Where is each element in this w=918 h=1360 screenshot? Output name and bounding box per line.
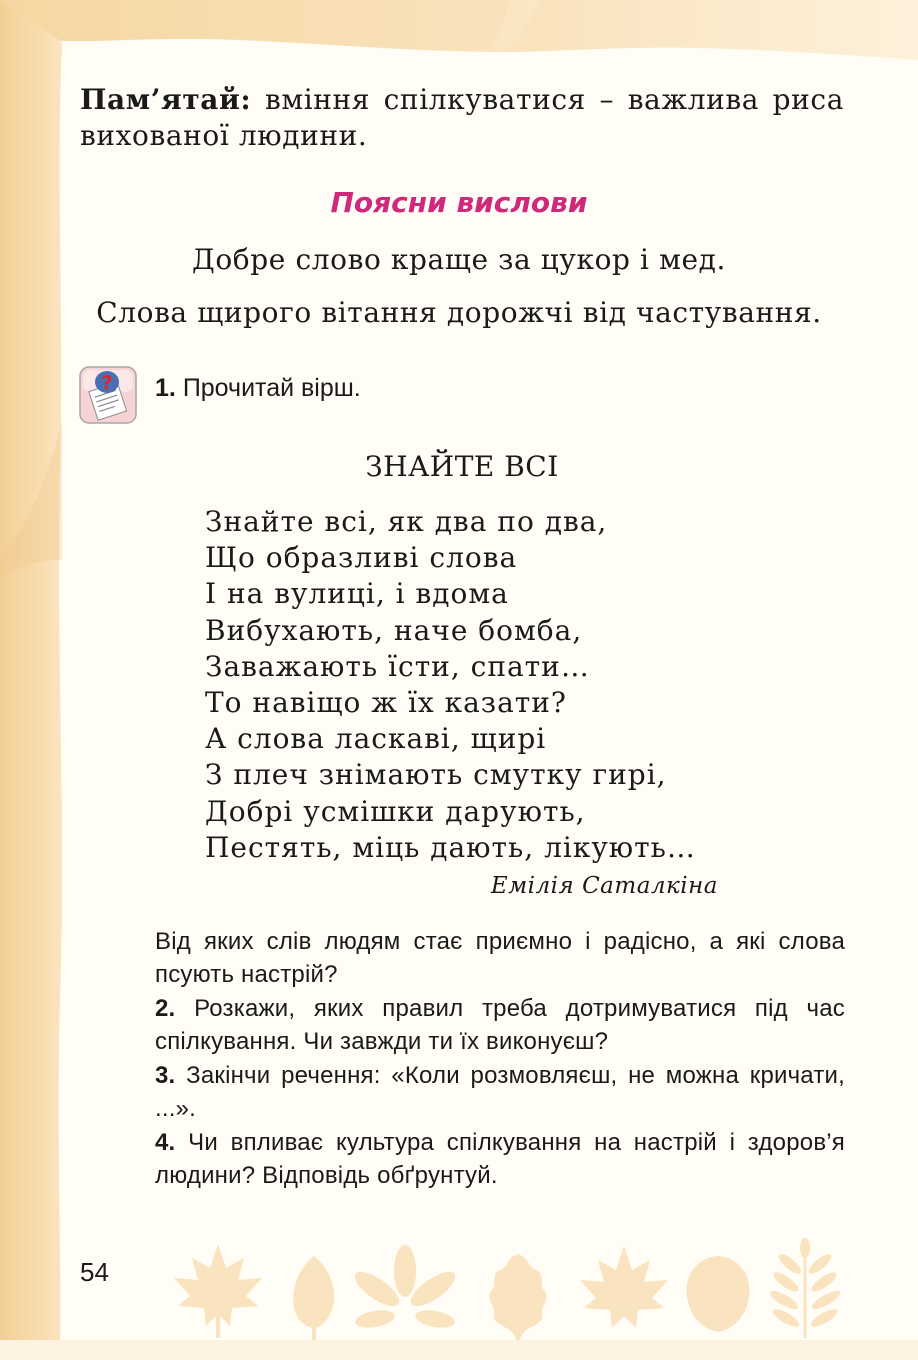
poem-title: ЗНАЙТЕ ВСІ <box>365 450 559 483</box>
rowan-leaf-icon <box>760 1238 850 1343</box>
poem-line: А слова ласкаві, щирі <box>205 722 547 756</box>
memo-label: Пам’ятай: <box>80 83 252 116</box>
poem-line: Вибухають, наче бомба, <box>205 613 583 647</box>
task-1-text: Прочитай вірш. <box>182 374 361 402</box>
task-3 <box>155 1059 845 1125</box>
linden-leaf-icon <box>678 1250 758 1340</box>
poem-line: З плеч знімають смутку гирі, <box>205 758 667 792</box>
memo-text: вміння спілкуватися – важлива риса вихованої людини. <box>80 83 844 152</box>
task-2-number: 2. <box>155 995 176 1022</box>
task-3-number: 3. <box>155 1062 176 1089</box>
page-number: 54 <box>80 1257 109 1287</box>
task-4 <box>155 1126 845 1192</box>
section-title: Поясни вислови <box>330 186 588 219</box>
task-1 <box>155 374 361 403</box>
poem-question: Від яких слів людям стає приємно і радісно, а які слова псують настрій? <box>155 928 845 988</box>
memo-paragraph <box>80 82 844 154</box>
poem-line: То навіщо ж їх казати? <box>205 686 567 720</box>
poem-author: Емілія Саталкіна <box>490 873 718 899</box>
chestnut-leaf-icon <box>345 1245 465 1345</box>
poem-line: І на вулиці, і вдома <box>205 577 509 611</box>
task-list <box>155 925 845 1193</box>
question-sheet-icon <box>79 366 137 424</box>
maple-leaf-icon <box>168 1240 268 1340</box>
task-4-number: 4. <box>155 1129 176 1156</box>
maple-leaf-icon <box>574 1242 674 1342</box>
birch-leaf-icon <box>284 1252 344 1342</box>
poem-line: Пестять, міць дають, лікують… <box>205 830 696 864</box>
saying-2: Слова щирого вітання дорожчі від частування. <box>96 296 822 329</box>
saying-1: Добре слово краще за цукор і мед. <box>191 243 726 276</box>
task-4-text: Чи впливає культура спілкування на настрій і здоров’я людини? Відповідь обґрунтуй. <box>155 1129 846 1189</box>
task-2 <box>155 992 845 1058</box>
poem-line: Добрі усмішки дарують, <box>205 794 586 828</box>
poem-line: Що образливі слова <box>205 541 518 575</box>
poem-lines <box>205 504 696 866</box>
svg-text:?: ? <box>101 372 113 394</box>
task-1-number: 1. <box>155 374 176 402</box>
task-3-text: Закінчи речення: «Коли розмовляєш, не можна кричати, ...». <box>155 1062 845 1122</box>
task-2-text: Розкажи, яких правил треба дотримуватися під час спілкування. Чи завжди ти їх виконуєш? <box>155 995 845 1055</box>
poem-line: Заважають їсти, спати… <box>205 649 590 683</box>
oak-leaf-icon <box>478 1250 558 1345</box>
poem-line: Знайте всі, як два по два, <box>205 505 608 538</box>
